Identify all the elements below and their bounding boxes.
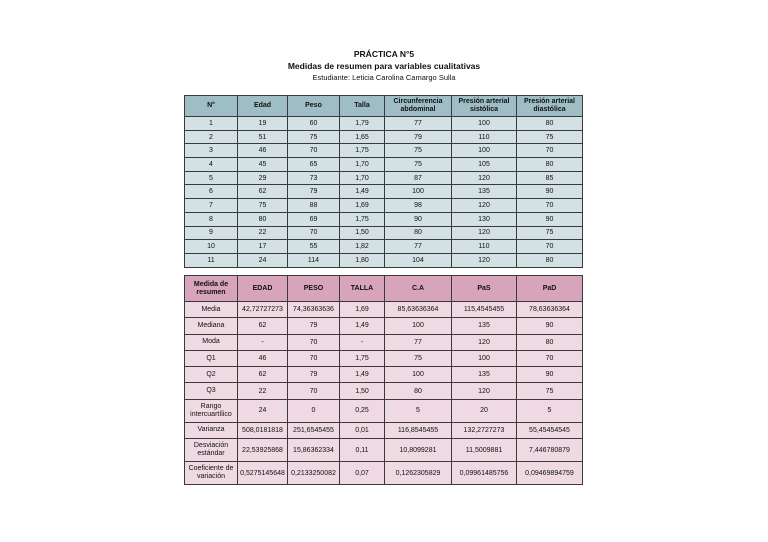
data-table-cell: 1,75	[340, 144, 385, 158]
data-table-cell: 1,70	[340, 158, 385, 172]
data-table-row	[185, 212, 583, 226]
summary-table-cell: 120	[452, 383, 517, 399]
data-table-cell: 1,69	[340, 199, 385, 213]
data-table-cell: 85	[517, 171, 583, 185]
summary-table-cell: 46	[238, 350, 288, 366]
summary-table-header-cell: Medida de resumen	[185, 276, 238, 302]
data-table-cell: 1,75	[340, 212, 385, 226]
data-table-cell: 24	[238, 253, 288, 267]
summary-table-row	[185, 334, 583, 350]
summary-table-cell: 120	[452, 334, 517, 350]
summary-table-row-label: Varianza	[185, 422, 238, 438]
data-table-row-label: 6	[185, 185, 238, 199]
data-table-cell: 98	[385, 199, 452, 213]
data-table-cell: 105	[452, 158, 517, 172]
summary-table-cell: 20	[452, 399, 517, 422]
data-table-cell: 1,70	[340, 171, 385, 185]
summary-table-row	[185, 462, 583, 485]
data-table-cell: 70	[517, 240, 583, 254]
data-table-cell: 120	[452, 199, 517, 213]
summary-table-cell: 90	[517, 318, 583, 334]
data-table-cell: 114	[288, 253, 340, 267]
summary-table-cell: 22	[238, 383, 288, 399]
summary-table-cell: 22,53925868	[238, 439, 288, 462]
data-table-row-label: 7	[185, 199, 238, 213]
data-table-row-label: 1	[185, 117, 238, 131]
data-table-cell: 75	[517, 226, 583, 240]
data-table-cell: 79	[385, 130, 452, 144]
summary-table-cell: 1,50	[340, 383, 385, 399]
summary-table-row-label: Q3	[185, 383, 238, 399]
data-table-cell: 29	[238, 171, 288, 185]
data-table-cell: 1,50	[340, 226, 385, 240]
summary-table-cell: 100	[385, 367, 452, 383]
data-table-cell: 70	[517, 199, 583, 213]
summary-table-cell: 79	[288, 367, 340, 383]
data-table-cell: 45	[238, 158, 288, 172]
summary-table-cell: 0,07	[340, 462, 385, 485]
summary-table-cell: 135	[452, 318, 517, 334]
summary-table-cell: 42,72727273	[238, 302, 288, 318]
summary-table-cell: 1,49	[340, 318, 385, 334]
summary-table-cell: 10,8099281	[385, 439, 452, 462]
data-table-cell: 80	[517, 253, 583, 267]
summary-table-header-cell: TALLA	[340, 276, 385, 302]
data-table-cell: 104	[385, 253, 452, 267]
data-table-cell: 75	[288, 130, 340, 144]
summary-table-cell: 0,25	[340, 399, 385, 422]
summary-table-row-label: Coeficiente de variación	[185, 462, 238, 485]
data-table-cell: 75	[385, 158, 452, 172]
data-table-row	[185, 144, 583, 158]
summary-table-cell: 7,446780879	[517, 439, 583, 462]
data-table-cell: 90	[517, 212, 583, 226]
summary-table-cell: 70	[288, 350, 340, 366]
data-table-cell: 19	[238, 117, 288, 131]
summary-table-cell: 100	[452, 350, 517, 366]
data-table-header-cell: Presión arterial diastólica	[517, 96, 583, 117]
summary-table-header-cell: PaD	[517, 276, 583, 302]
page-subtitle: Medidas de resumen para variables cualitativas	[287, 61, 481, 71]
data-table-cell: 1,49	[340, 185, 385, 199]
summary-table	[184, 275, 583, 485]
summary-table-header-cell: PaS	[452, 276, 517, 302]
summary-table-cell: 116,8545455	[385, 422, 452, 438]
data-table-row-label: 8	[185, 212, 238, 226]
data-table-cell: 100	[385, 185, 452, 199]
data-table-header-cell: Edad	[238, 96, 288, 117]
summary-table-cell: 1,49	[340, 367, 385, 383]
summary-table-row-label: Rango intercuartílico	[185, 399, 238, 422]
summary-table-cell: 1,75	[340, 350, 385, 366]
student-name: Estudiante: Leticia Carolina Camargo Sulla	[312, 73, 456, 82]
summary-table-cell: 0,2133250082	[288, 462, 340, 485]
data-table-cell: 1,80	[340, 253, 385, 267]
data-table-cell: 1,82	[340, 240, 385, 254]
data-table-cell: 80	[517, 117, 583, 131]
data-table-row	[185, 158, 583, 172]
summary-table-cell: 0,01	[340, 422, 385, 438]
summary-table-cell: 251,6545455	[288, 422, 340, 438]
summary-table-row-label: Mediana	[185, 318, 238, 334]
summary-table-cell: -	[340, 334, 385, 350]
summary-table-cell: 79	[288, 318, 340, 334]
data-table-cell: 80	[517, 158, 583, 172]
data-table-row	[185, 117, 583, 131]
summary-table-row-label: Q1	[185, 350, 238, 366]
data-table	[184, 95, 583, 268]
data-table-cell: 80	[238, 212, 288, 226]
data-table-header-cell: Presión arterial sistólica	[452, 96, 517, 117]
summary-table-header-cell: EDAD	[238, 276, 288, 302]
summary-table-header-cell: C.A	[385, 276, 452, 302]
summary-table-row	[185, 367, 583, 383]
data-table-cell: 65	[288, 158, 340, 172]
summary-table-cell: 75	[517, 383, 583, 399]
data-table-cell: 120	[452, 253, 517, 267]
summary-table-cell: 70	[288, 383, 340, 399]
data-table-row-label: 3	[185, 144, 238, 158]
summary-table-cell: 11,5009881	[452, 439, 517, 462]
summary-table-row-label: Moda	[185, 334, 238, 350]
data-table-cell: 55	[288, 240, 340, 254]
summary-table-cell: 5	[517, 399, 583, 422]
summary-table-cell: 508,0181818	[238, 422, 288, 438]
data-table-header-cell: N°	[185, 96, 238, 117]
summary-table-cell: 80	[517, 334, 583, 350]
data-table-cell: 110	[452, 240, 517, 254]
summary-table-cell: 62	[238, 318, 288, 334]
summary-table-cell: 15,86362334	[288, 439, 340, 462]
data-table-cell: 90	[385, 212, 452, 226]
data-table-cell: 120	[452, 171, 517, 185]
summary-table-cell: 0,09961485756	[452, 462, 517, 485]
data-table-cell: 60	[288, 117, 340, 131]
summary-table-row	[185, 422, 583, 438]
summary-table-cell: 0,1262305829	[385, 462, 452, 485]
summary-table-cell: 100	[385, 318, 452, 334]
data-table-cell: 79	[288, 185, 340, 199]
data-table-header-cell: Talla	[340, 96, 385, 117]
summary-table-row	[185, 350, 583, 366]
summary-table-row	[185, 383, 583, 399]
summary-table-cell: 74,36363636	[288, 302, 340, 318]
data-table-cell: 51	[238, 130, 288, 144]
data-table-row	[185, 130, 583, 144]
summary-table-row-label: Desviación estándar	[185, 439, 238, 462]
data-table-row-label: 9	[185, 226, 238, 240]
data-table-header-row	[185, 96, 583, 117]
data-table-cell: 80	[385, 226, 452, 240]
data-table-cell: 75	[385, 144, 452, 158]
summary-table-cell: 5	[385, 399, 452, 422]
data-table-cell: 100	[452, 144, 517, 158]
data-table-cell: 69	[288, 212, 340, 226]
summary-table-cell: 62	[238, 367, 288, 383]
summary-table-row-label: Media	[185, 302, 238, 318]
data-table-header-cell: Peso	[288, 96, 340, 117]
data-table-cell: 75	[517, 130, 583, 144]
data-table-cell: 22	[238, 226, 288, 240]
summary-table-cell: 85,63636364	[385, 302, 452, 318]
data-table-cell: 1,79	[340, 117, 385, 131]
data-table-cell: 62	[238, 185, 288, 199]
data-table-row-label: 2	[185, 130, 238, 144]
summary-table-row	[185, 399, 583, 422]
data-table-row-label: 11	[185, 253, 238, 267]
document-header	[0, 48, 768, 84]
data-table-cell: 77	[385, 240, 452, 254]
data-table-cell: 120	[452, 226, 517, 240]
data-table-cell: 87	[385, 171, 452, 185]
summary-table-header-row	[185, 276, 583, 302]
data-table-cell: 130	[452, 212, 517, 226]
data-table-row	[185, 185, 583, 199]
summary-table-cell: 90	[517, 367, 583, 383]
summary-table-cell: 24	[238, 399, 288, 422]
summary-table-cell: 132,2727273	[452, 422, 517, 438]
data-table-cell: 70	[288, 226, 340, 240]
summary-table-row	[185, 302, 583, 318]
summary-table-row	[185, 439, 583, 462]
data-table-header-cell: Circunferencia abdominal	[385, 96, 452, 117]
data-table-row	[185, 199, 583, 213]
summary-table-row	[185, 318, 583, 334]
summary-table-cell: 70	[517, 350, 583, 366]
data-table-cell: 46	[238, 144, 288, 158]
data-table-cell: 73	[288, 171, 340, 185]
data-table-cell: 100	[452, 117, 517, 131]
data-table-row-label: 10	[185, 240, 238, 254]
data-table-cell: 88	[288, 199, 340, 213]
summary-table-cell: 0,5275145648	[238, 462, 288, 485]
data-table-row-label: 5	[185, 171, 238, 185]
summary-table-cell: 115,4545455	[452, 302, 517, 318]
summary-table-cell: 70	[288, 334, 340, 350]
summary-table-cell: 77	[385, 334, 452, 350]
data-table-cell: 17	[238, 240, 288, 254]
summary-table-cell: -	[238, 334, 288, 350]
summary-table-cell: 1,69	[340, 302, 385, 318]
data-table-cell: 77	[385, 117, 452, 131]
summary-table-cell: 0	[288, 399, 340, 422]
data-table-cell: 135	[452, 185, 517, 199]
data-table-cell: 110	[452, 130, 517, 144]
data-table-row	[185, 240, 583, 254]
summary-table-cell: 0,09469894759	[517, 462, 583, 485]
summary-table-row-label: Q2	[185, 367, 238, 383]
data-table-row	[185, 171, 583, 185]
data-table-cell: 90	[517, 185, 583, 199]
data-table-row	[185, 226, 583, 240]
summary-table-header-cell: PESO	[288, 276, 340, 302]
data-table-cell: 1,65	[340, 130, 385, 144]
data-table-cell: 75	[238, 199, 288, 213]
data-table-row-label: 4	[185, 158, 238, 172]
summary-table-cell: 75	[385, 350, 452, 366]
summary-table-cell: 80	[385, 383, 452, 399]
summary-table-cell: 0,11	[340, 439, 385, 462]
page-title: PRÁCTICA N°5	[353, 49, 415, 59]
summary-table-cell: 135	[452, 367, 517, 383]
summary-table-cell: 55,45454545	[517, 422, 583, 438]
summary-table-cell: 78,63636364	[517, 302, 583, 318]
data-table-row	[185, 253, 583, 267]
data-table-cell: 70	[288, 144, 340, 158]
data-table-cell: 70	[517, 144, 583, 158]
